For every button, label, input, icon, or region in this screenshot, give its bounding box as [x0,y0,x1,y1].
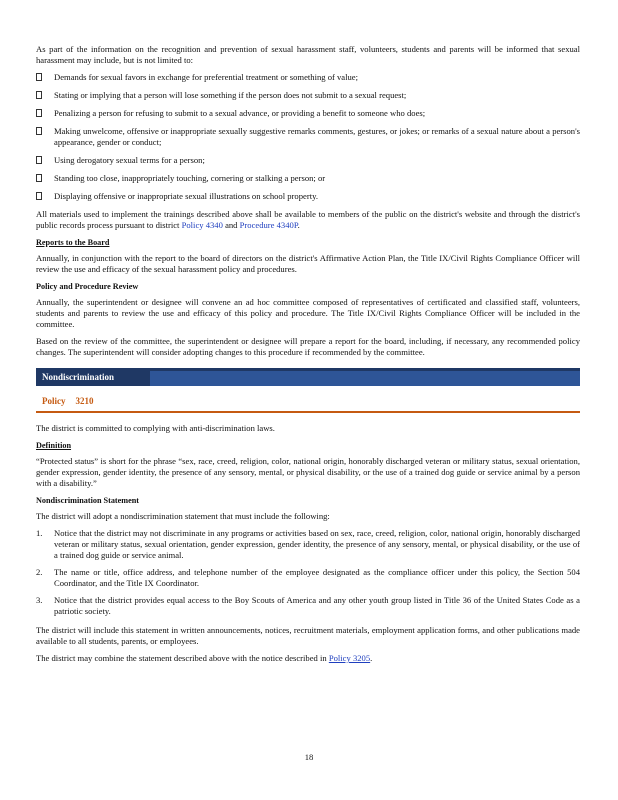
bullet-box-icon [36,91,42,99]
intro-paragraph: As part of the information on the recognition and prevention of sexual harassment staff, volunteers, students and parents will be informed that sexual harassment may include, but is not limited to: [36,44,580,65]
statement-requirements-list [36,528,580,617]
list-item: 2. The name or title, office address, and telephone number of the employee designated as the compliance officer under this policy, the Section 504 Coordinator, and the Title IX Coordinator. [36,567,580,588]
bullet-box-icon [36,73,42,81]
bullet-box-icon [36,127,42,135]
procedure-4340p-link[interactable]: Procedure 4340P [239,220,298,230]
policy-4340-link[interactable]: Policy 4340 [181,220,223,230]
include-paragraph: The district will include this statement in written announcements, notices, recruitment materials, employment application forms, and other publications made available to all students, parents, or employees. [36,625,580,646]
list-item: Standing too close, inappropriately touching, cornering or stalking a person; or [36,173,580,184]
page-number: 18 [304,752,314,762]
reports-paragraph: Annually, in conjunction with the report to the board of directors on the district's Affirmative Action Plan, the Title IX/Civil Rights Compliance Officer will review the use and efficacy of the sexual harassment policy and procedures. [36,253,580,274]
review-paragraph-2: Based on the review of the committee, the superintendent or designee will prepare a report for the board, including, if necessary, any recommended policy changes. The superintendent will consider adopting changes to this procedure if recommended by the committee. [36,336,580,357]
statement-heading: Nondiscrimination Statement [36,496,140,505]
combine-paragraph: The district may combine the statement described above with the notice described in Policy 3205. [36,653,373,663]
statement-intro: The district will adopt a nondiscrimination statement that must include the following: [36,511,330,521]
banner-title: Nondiscrimination [36,368,150,386]
section-banner [36,368,580,386]
banner-bar [150,371,580,386]
policy-number-line [36,392,580,413]
bullet-box-icon [36,192,42,200]
definition-paragraph: “Protected status” is short for the phrase “sex, race, creed, religion, color, national origin, honorably discharged veteran or military status, sexual orientation, gender expression, gender identity, the presence of any sensory, mental, or physical disability, or the use of a trained dog guide or service animal by a person with a disability.” [36,456,580,488]
bullet-box-icon [36,156,42,164]
document-page [36,44,580,670]
list-item: Displaying offensive or inappropriate sexual illustrations on school property. [36,191,580,202]
policy-number: 3210 [75,396,94,406]
list-item: 3. Notice that the district provides equal access to the Boy Scouts of America and any other youth group listed in Title 36 of the United States Code as a patriotic society. [36,595,580,616]
list-item: Penalizing a person for refusing to submit to a sexual advance, or providing a benefit to someone who does; [36,108,580,119]
list-item: Stating or implying that a person will lose something if the person does not submit to a sexual request; [36,90,580,101]
commit-paragraph: The district is committed to complying with anti-discrimination laws. [36,423,275,433]
reports-heading: Reports to the Board [36,238,110,247]
policy-3205-link[interactable]: Policy 3205 [328,653,371,663]
materials-paragraph: All materials used to implement the trainings described above shall be available to members of the public on the district's website and through the district's public records process pursuant to district Policy 4340 and Procedure 4340P. [36,209,580,230]
bullet-box-icon [36,174,42,182]
definition-heading: Definition [36,441,72,450]
policy-label: Policy [42,396,66,406]
list-item: 1. Notice that the district may not discriminate in any programs or activities based on sex, race, creed, religion, color, national origin, honorably discharged veteran or military status, sexual orientation, gender expression, gender identity, the presence of any sensory, mental, or physical disability, or the use of a trained dog guide or service animal. [36,528,580,560]
bullet-box-icon [36,109,42,117]
list-item: Using derogatory sexual terms for a person; [36,155,580,166]
review-heading: Policy and Procedure Review [36,282,139,291]
list-item: Demands for sexual favors in exchange for preferential treatment or something of value; [36,72,580,83]
harassment-examples-list [36,72,580,202]
list-item: Making unwelcome, offensive or inappropriate sexually suggestive remarks comments, gestures, or jokes; or remarks of a sexual nature about a person's appearance, gender or conduct; [36,126,580,148]
review-paragraph-1: Annually, the superintendent or designee will convene an ad hoc committee composed of representatives of certificated and classified staff, volunteers, students and parents to review the use and efficacy of this policy and procedure. The Title IX/Civil Rights Compliance Officer will be included in the committee. [36,297,580,329]
